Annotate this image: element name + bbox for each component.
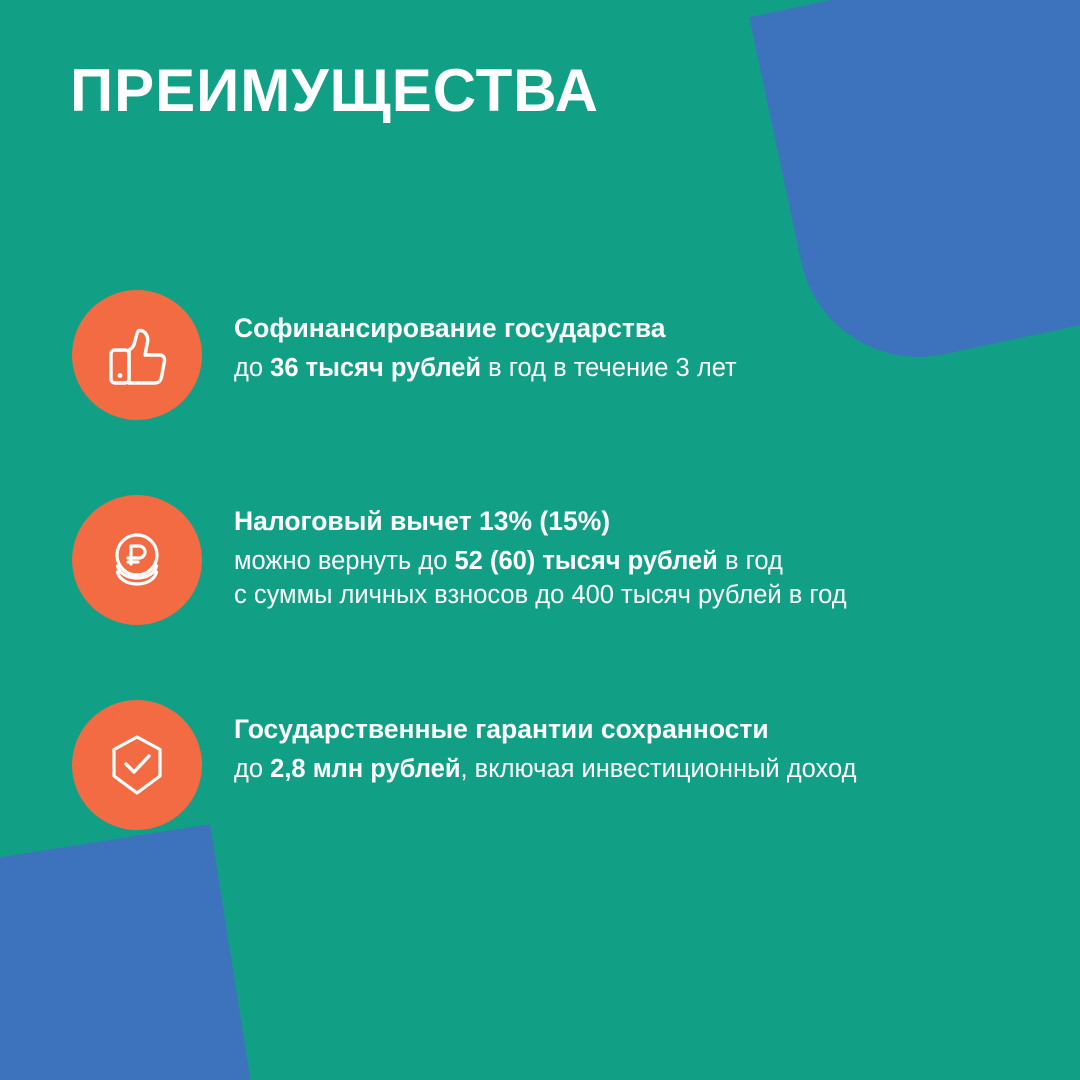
benefit-description: можно вернуть до 52 (60) тысяч рублей в год с суммы личных взносов до 400 тысяч рублей в год (234, 546, 847, 610)
benefit-text (234, 700, 857, 786)
benefit-description: до 2,8 млн рублей, включая инвестиционный доход (234, 754, 857, 783)
page-title: ПРЕИМУЩЕСТВА (70, 57, 599, 124)
list-item (72, 290, 1010, 420)
thumbs-up-icon (99, 317, 175, 393)
benefit-text (234, 495, 847, 612)
benefit-text (234, 290, 737, 385)
benefit-icon-badge (72, 495, 202, 625)
benefit-description: до 36 тысяч рублей в год в течение 3 лет (234, 353, 737, 382)
list-item (72, 495, 1010, 625)
benefits-list (72, 290, 1010, 830)
benefit-icon-badge (72, 700, 202, 830)
benefit-title: Софинансирование государства (234, 313, 666, 343)
benefit-title: Налоговый вычет 13% (15%) (234, 506, 611, 536)
ruble-coin-icon (99, 522, 175, 598)
benefit-icon-badge (72, 290, 202, 420)
list-item (72, 700, 1010, 830)
decorative-shape-bottom-left (0, 824, 255, 1080)
shield-check-icon (99, 727, 175, 803)
benefit-title: Государственные гарантии сохранности (234, 714, 769, 744)
